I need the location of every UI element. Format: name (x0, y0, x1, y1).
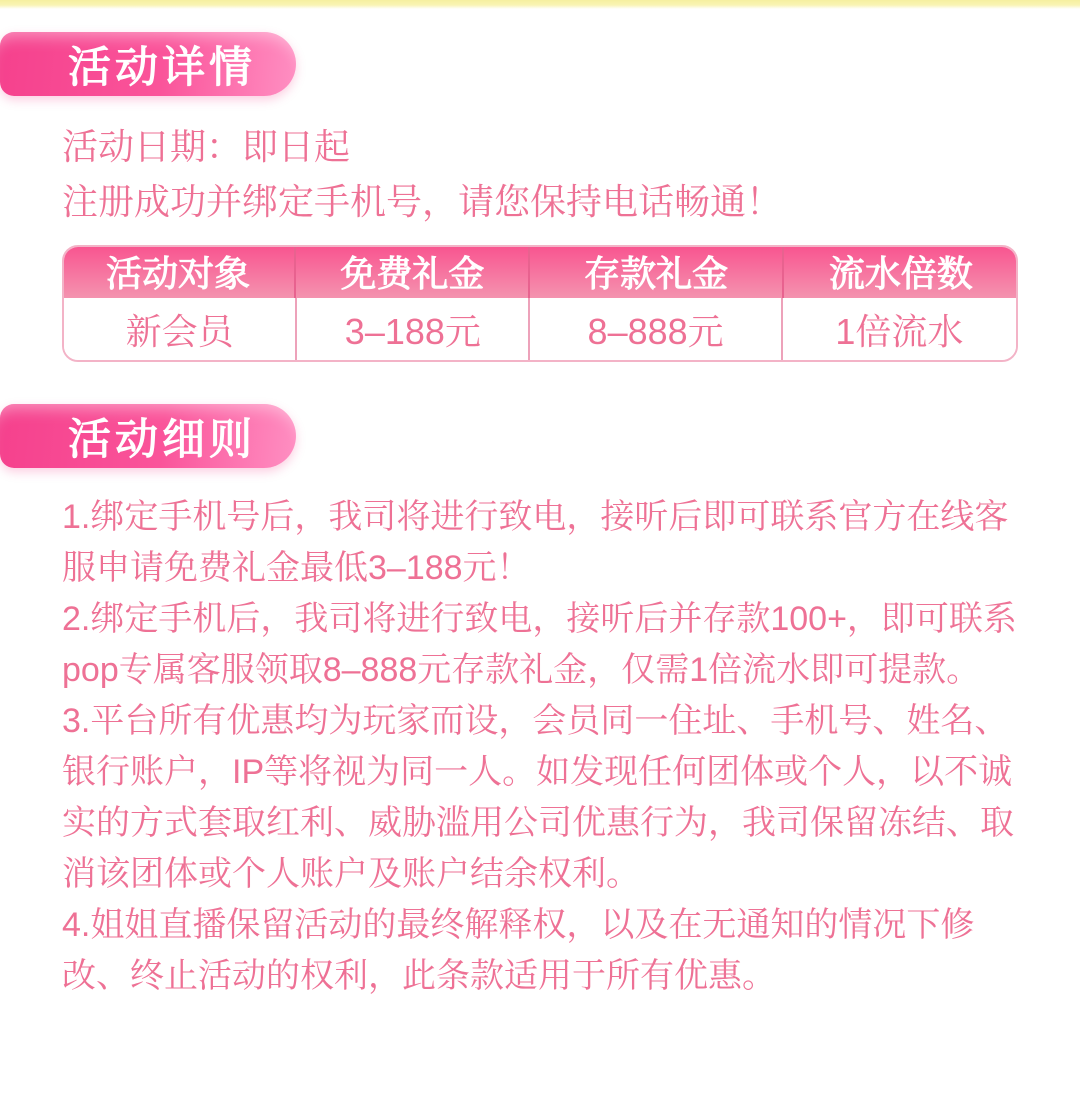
header-cell-free-bonus: 免费礼金 (296, 245, 530, 298)
rule-item-4: 4.姐姐直播保留活动的最终解释权，以及在无通知的情况下修改、终止活动的权利，此条款适用于所有优惠。 (62, 906, 975, 995)
header-cell-target: 活动对象 (62, 245, 296, 298)
table-row (64, 298, 1016, 360)
rule-item-2: 2.绑定手机后，我司将进行致电，接听后并存款100+，即可联系pop专属客服领取8–888元存款礼金，仅需1倍流水即可提款。 (62, 600, 1017, 689)
cell-deposit-bonus-amount: 8–888元 (530, 298, 782, 360)
header-cell-deposit-bonus: 存款礼金 (530, 245, 783, 298)
intro-text (62, 119, 1018, 229)
rule-item-3: 3.平台所有优惠均为玩家而设，会员同一住址、手机号、姓名、银行账户，IP等将视为同一人。如发现任何团体或个人，以不诚实的方式套取红利、威胁滥用公司优惠行为，我司保留冻结、取消该团体或个人账户及账户结余权利。 (62, 702, 1014, 893)
intro-line-date: 活动日期：即日起 (62, 126, 351, 167)
header-cell-turnover: 流水倍数 (828, 253, 973, 294)
cell-turnover-requirement: 1倍流水 (835, 310, 964, 352)
intro-line-register: 注册成功并绑定手机号，请您保持电话畅通！ (62, 181, 783, 222)
top-yellow-strip (0, 0, 1080, 9)
cell-member-type: 新会员 (64, 298, 297, 360)
promo-table (62, 245, 1018, 362)
details-badge-label: 活动详情 (68, 43, 256, 92)
cell-free-bonus-amount: 3–188元 (297, 298, 530, 360)
rules-section-badge (0, 404, 296, 468)
details-section-badge (0, 32, 296, 96)
promo-table-header-row (62, 245, 1018, 298)
rules-list (62, 492, 1020, 1002)
rules-badge-label: 活动细则 (68, 415, 256, 464)
rule-item-1: 1.绑定手机号后，我司将进行致电，接听后即可联系官方在线客服申请免费礼金最低3–188元！ (62, 498, 1009, 587)
